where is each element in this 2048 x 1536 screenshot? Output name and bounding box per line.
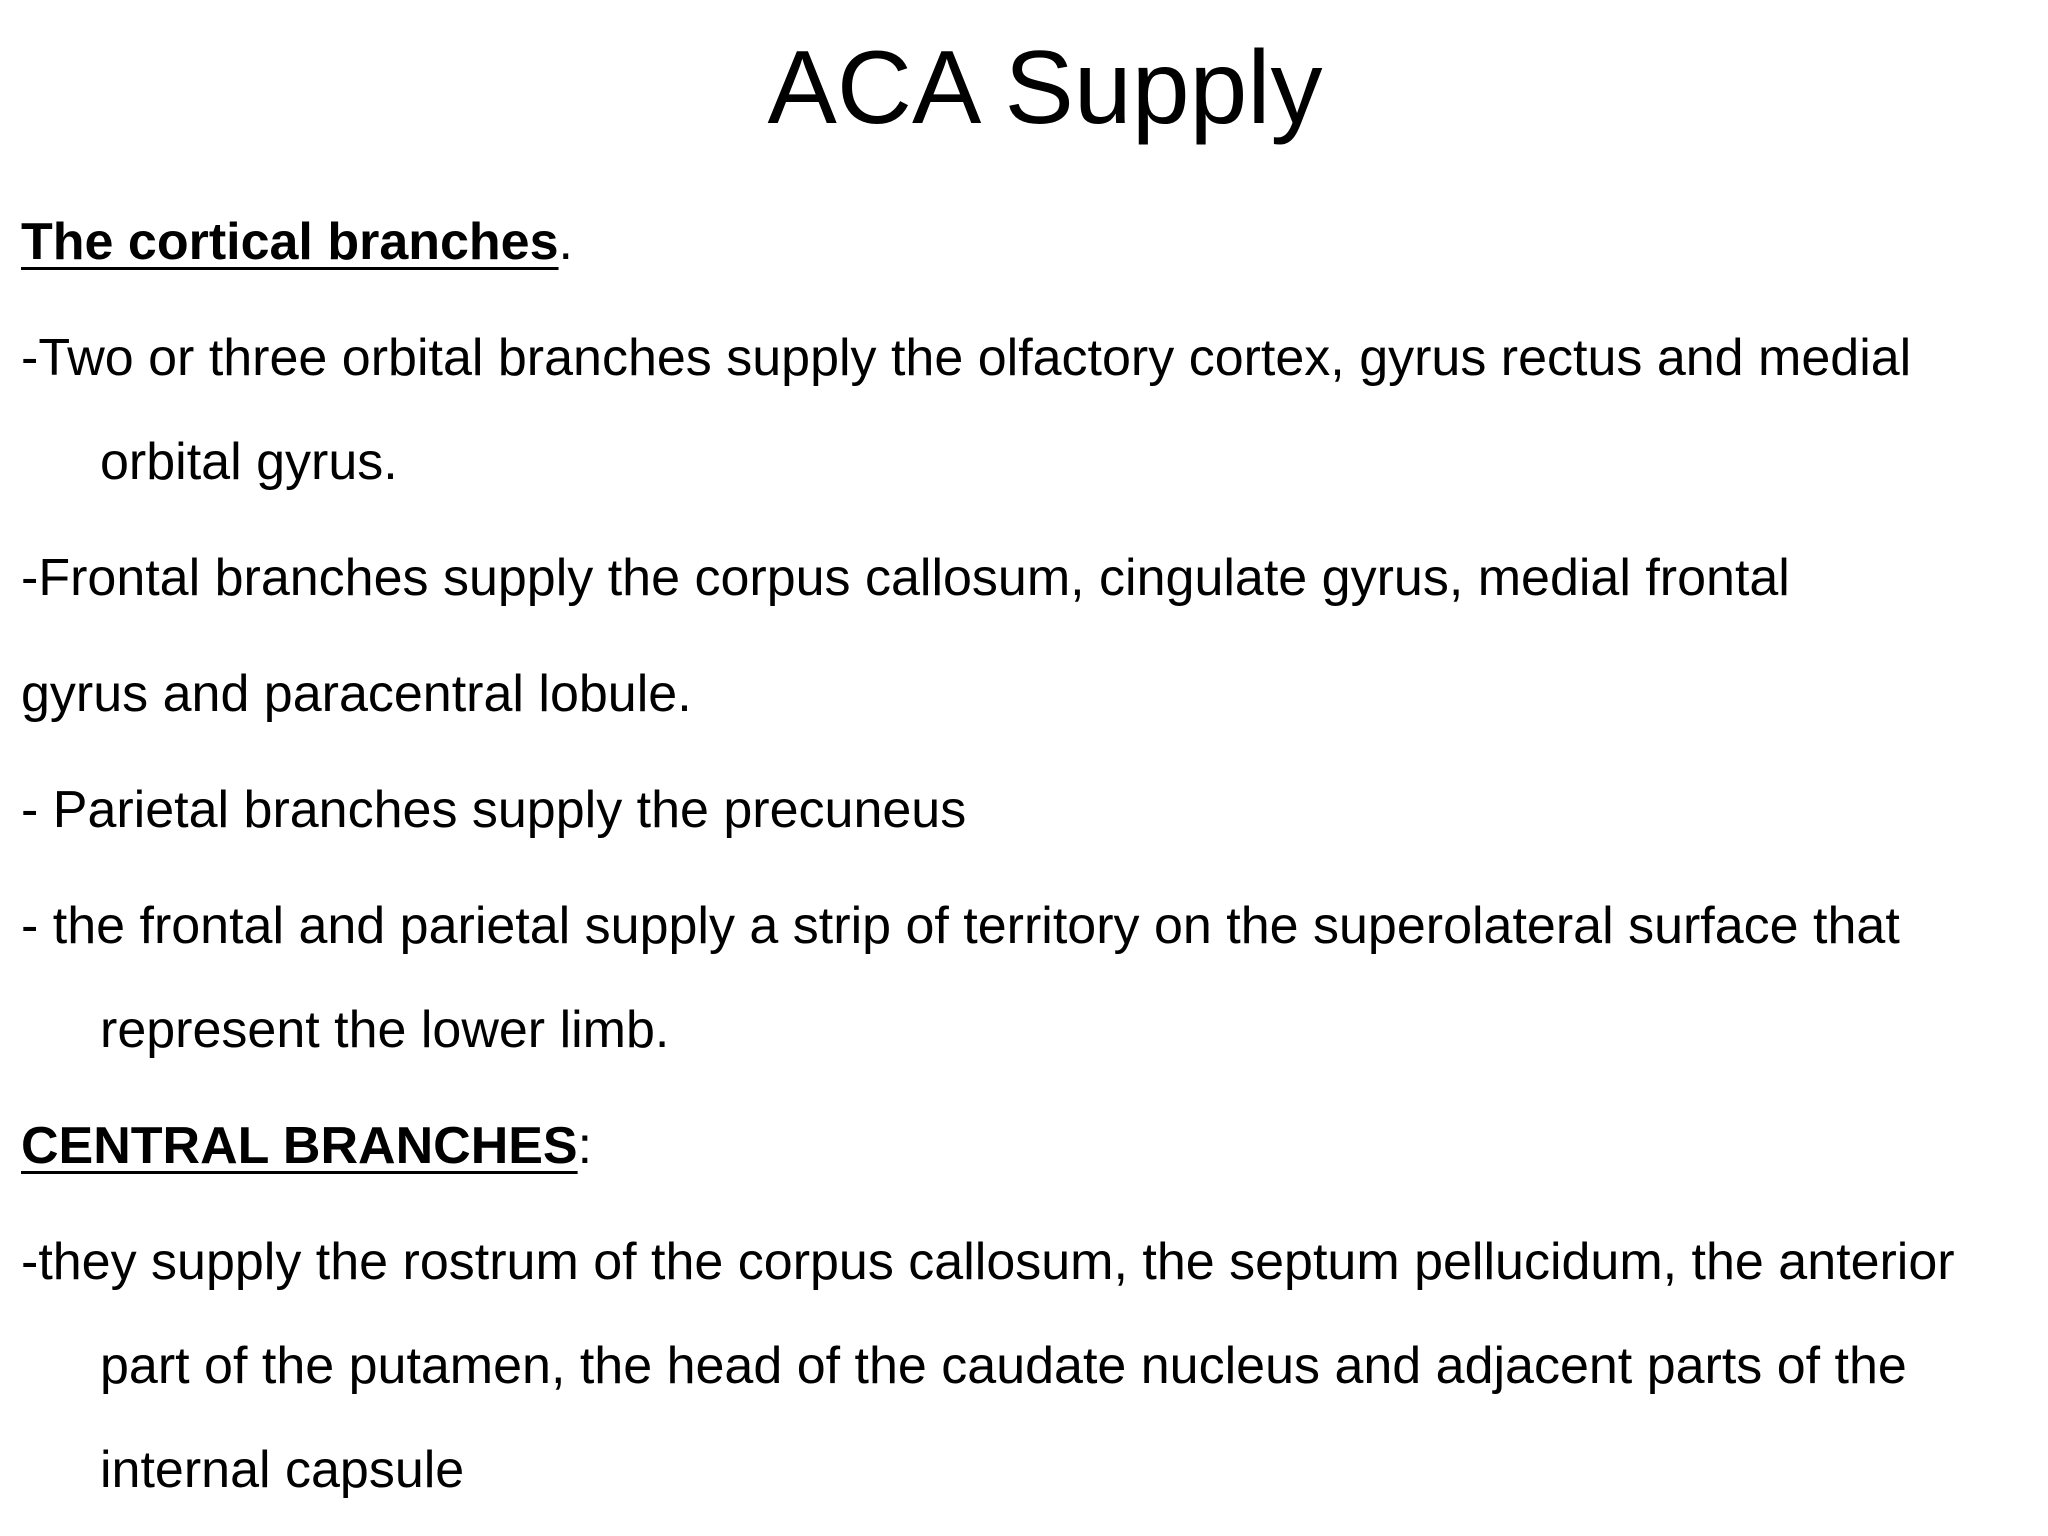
parietal-branches-line: - Parietal branches supply the precuneus [21,781,967,839]
central-supply-line-3: internal capsule [100,1441,465,1499]
central-heading-punctuation: : [577,1117,593,1175]
central-branches-heading [21,1114,592,1178]
cortical-branches-heading [21,210,573,274]
cortical-heading-text: The cortical branches [21,213,559,271]
central-supply-line-2: part of the putamen, the head of the caudate nucleus and adjacent parts of the [100,1337,1907,1395]
central-supply-line-1: -they supply the rostrum of the corpus callosum, the septum pellucidum, the anterior [21,1233,1955,1291]
lower-limb-territory-line-1: - the frontal and parietal supply a strip of territory on the superolateral surface that [21,897,1900,955]
frontal-branches-line-2: gyrus and paracentral lobule. [21,665,692,723]
slide-title: ACA Supply [767,30,1323,146]
central-heading-text: CENTRAL BRANCHES [21,1117,578,1175]
orbital-branches-line-1: -Two or three orbital branches supply the olfactory cortex, gyrus rectus and medial [21,329,1912,387]
cortical-heading-punctuation: . [558,213,573,271]
lower-limb-territory-line-2: represent the lower limb. [100,1001,670,1059]
orbital-branches-line-2: orbital gyrus. [100,433,398,491]
frontal-branches-line-1: -Frontal branches supply the corpus callosum, cingulate gyrus, medial frontal [21,549,1790,607]
